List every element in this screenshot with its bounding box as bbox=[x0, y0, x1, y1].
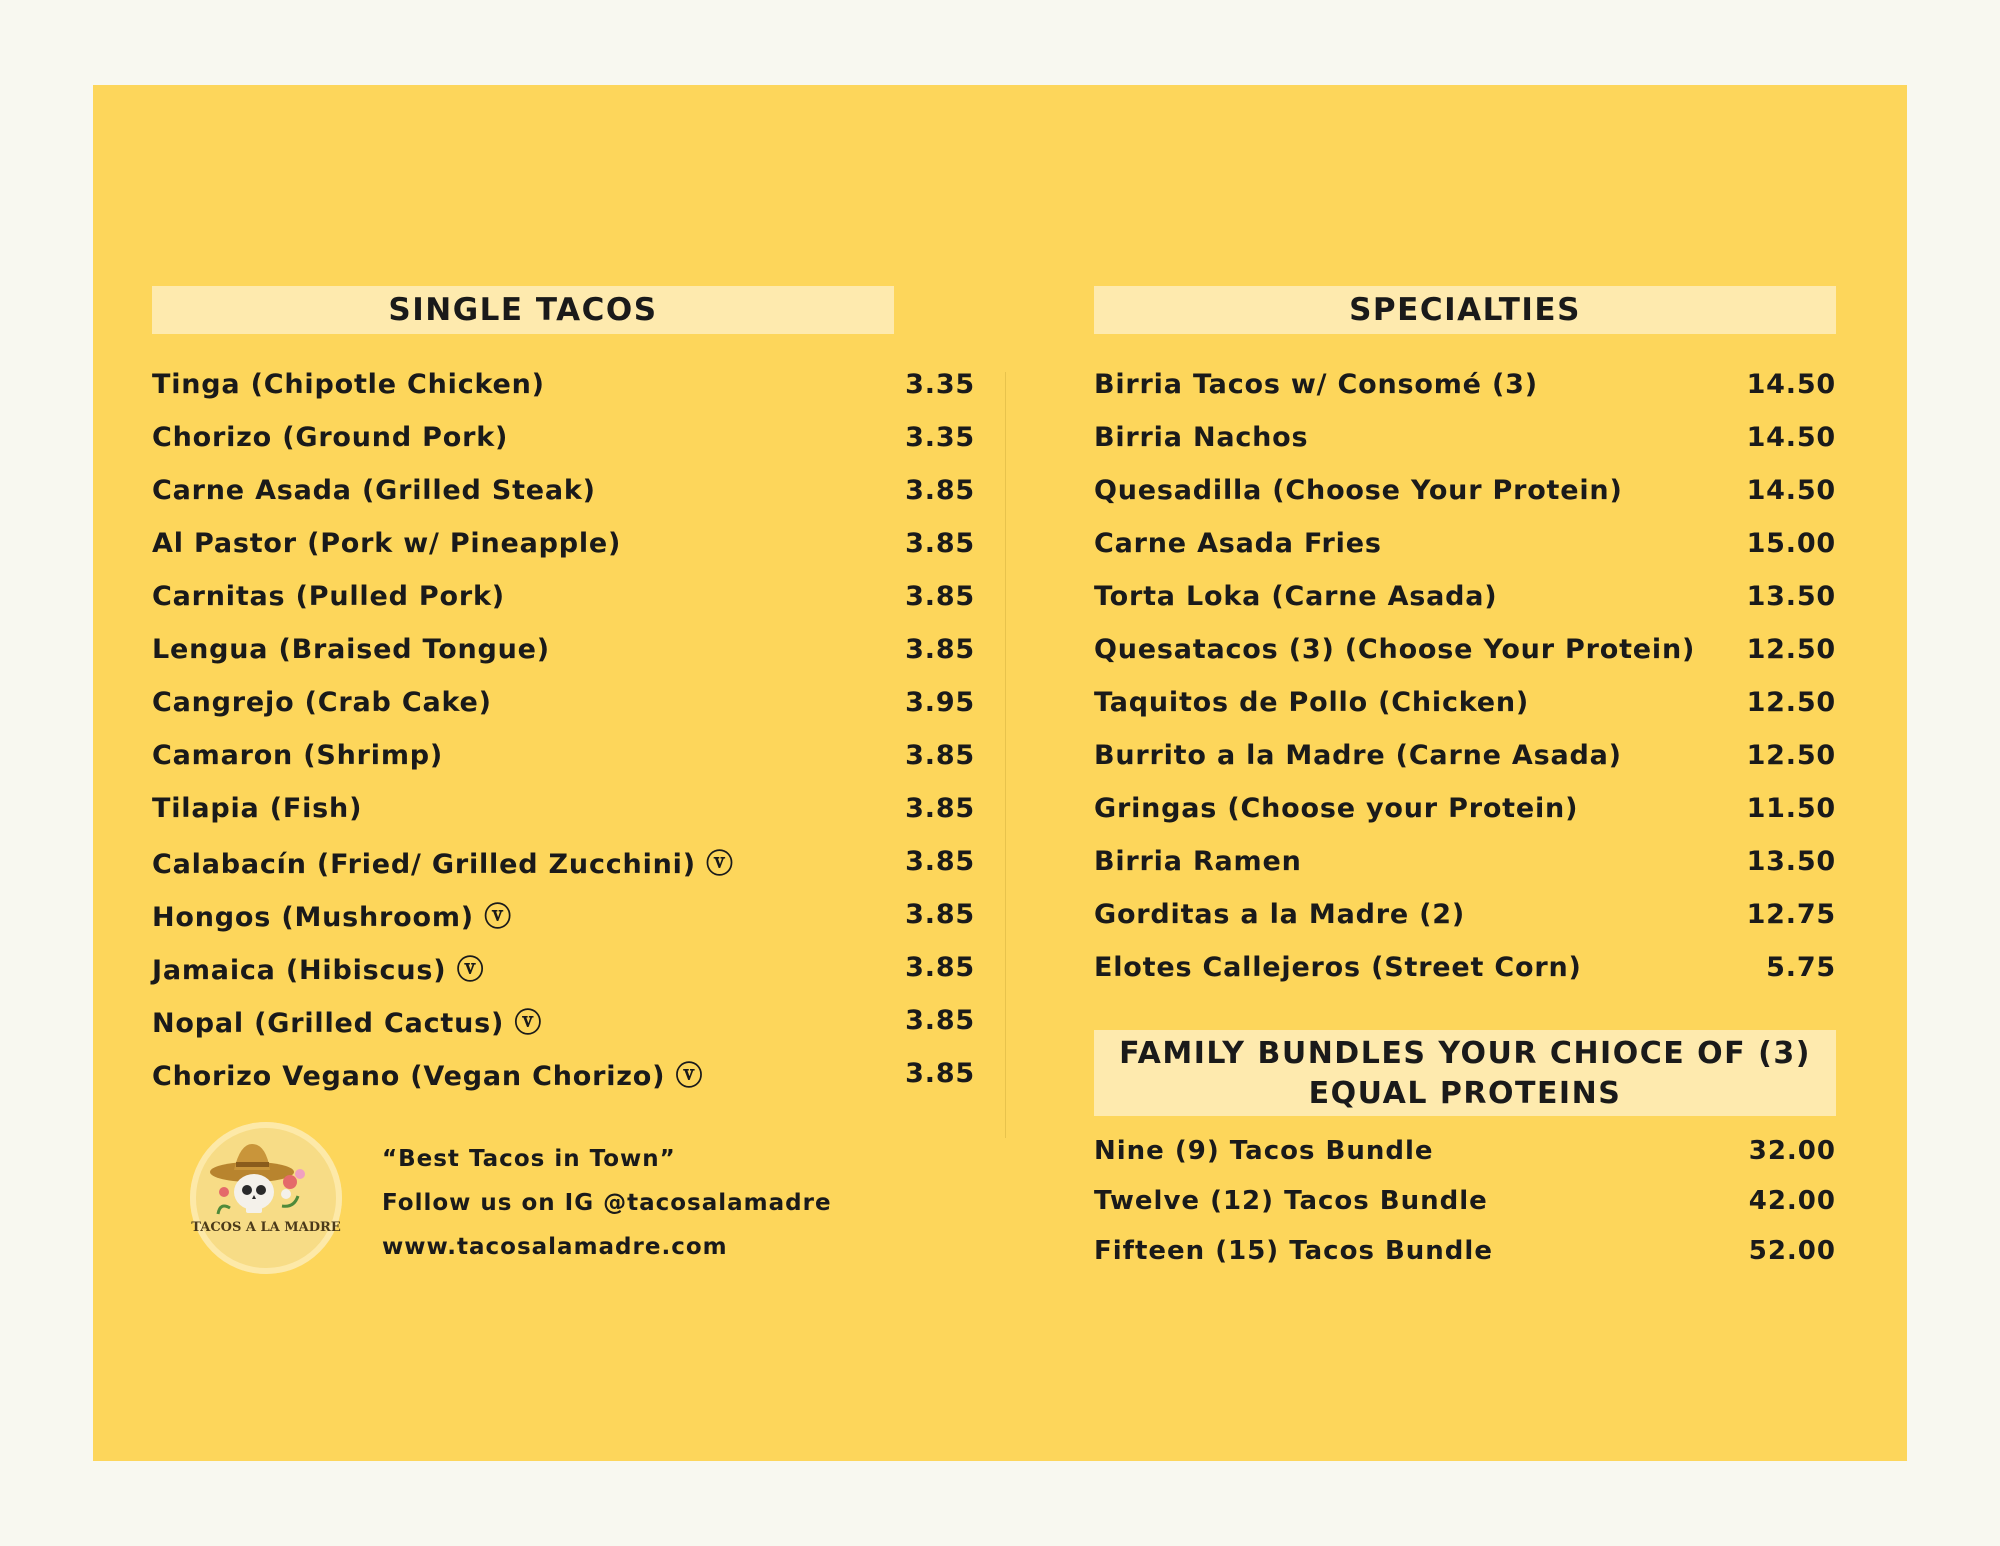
menu-item bbox=[152, 1047, 975, 1100]
item-price: 3.35 bbox=[905, 422, 975, 453]
item-price: 3.85 bbox=[905, 952, 975, 983]
item-name: Al Pastor (Pork w/ Pineapple) bbox=[152, 528, 622, 559]
item-price: 14.50 bbox=[1746, 369, 1836, 400]
item-name: Chorizo (Ground Pork) bbox=[152, 422, 509, 453]
item-price: 14.50 bbox=[1746, 475, 1836, 506]
item-price: 14.50 bbox=[1746, 422, 1836, 453]
bundle-price: 32.00 bbox=[1748, 1136, 1836, 1166]
item-price: 13.50 bbox=[1746, 846, 1836, 877]
item-name: Birria Tacos w/ Consomé (3) bbox=[1094, 369, 1538, 400]
item-price: 3.85 bbox=[905, 1058, 975, 1089]
menu-item bbox=[152, 570, 975, 623]
menu-item bbox=[1094, 835, 1836, 888]
item-price: 13.50 bbox=[1746, 581, 1836, 612]
item-name: Chorizo Vegano (Vegan Chorizo) ⓥ bbox=[152, 1061, 704, 1092]
item-price: 3.85 bbox=[905, 740, 975, 771]
menu-item bbox=[1094, 517, 1836, 570]
menu-item bbox=[152, 676, 975, 729]
item-name: Nopal (Grilled Cactus) ⓥ bbox=[152, 1008, 543, 1039]
item-price: 3.85 bbox=[905, 528, 975, 559]
item-name: Tinga (Chipotle Chicken) bbox=[152, 369, 545, 400]
item-price: 12.50 bbox=[1746, 687, 1836, 718]
family-bundles-heading bbox=[1094, 1030, 1836, 1116]
menu-item bbox=[152, 994, 975, 1047]
item-name: Birria Ramen bbox=[1094, 846, 1302, 877]
single-tacos-heading: SINGLE TACOS bbox=[152, 286, 894, 334]
item-name: Tilapia (Fish) bbox=[152, 793, 363, 824]
menu-item bbox=[152, 464, 975, 517]
menu-item bbox=[152, 623, 975, 676]
tagline: “Best Tacos in Town” bbox=[382, 1146, 676, 1172]
item-name: Quesatacos (3) (Choose Your Protein) bbox=[1094, 634, 1696, 665]
bundle-name: Twelve (12) Tacos Bundle bbox=[1094, 1186, 1488, 1216]
item-name: Taquitos de Pollo (Chicken) bbox=[1094, 687, 1530, 718]
menu-item bbox=[1094, 782, 1836, 835]
menu-item bbox=[1094, 941, 1836, 994]
menu-item bbox=[152, 411, 975, 464]
item-name: Torta Loka (Carne Asada) bbox=[1094, 581, 1498, 612]
menu-item bbox=[1094, 411, 1836, 464]
bundle-item bbox=[1094, 1226, 1836, 1276]
menu-item bbox=[152, 729, 975, 782]
family-bundles-list bbox=[1094, 1126, 1836, 1276]
item-price: 3.85 bbox=[905, 793, 975, 824]
bundle-item bbox=[1094, 1176, 1836, 1226]
item-name: Burrito a la Madre (Carne Asada) bbox=[1094, 740, 1622, 771]
item-price: 15.00 bbox=[1746, 528, 1836, 559]
item-name: Cangrejo (Crab Cake) bbox=[152, 687, 492, 718]
menu-item bbox=[152, 835, 975, 888]
bundle-item bbox=[1094, 1126, 1836, 1176]
bundle-name: Nine (9) Tacos Bundle bbox=[1094, 1136, 1434, 1166]
menu-item bbox=[152, 888, 975, 941]
bundle-name: Fifteen (15) Tacos Bundle bbox=[1094, 1236, 1493, 1266]
item-name: Elotes Callejeros (Street Corn) bbox=[1094, 952, 1582, 983]
single-tacos-section bbox=[152, 286, 975, 1100]
item-price: 12.50 bbox=[1746, 740, 1836, 771]
specialties-section bbox=[1094, 286, 1836, 1276]
item-name: Carnitas (Pulled Pork) bbox=[152, 581, 505, 612]
website-link[interactable]: www.tacosalamadre.com bbox=[382, 1234, 728, 1260]
menu-item bbox=[152, 782, 975, 835]
item-name: Carne Asada Fries bbox=[1094, 528, 1382, 559]
menu-item bbox=[1094, 464, 1836, 517]
item-price: 11.50 bbox=[1746, 793, 1836, 824]
bundle-price: 52.00 bbox=[1748, 1236, 1836, 1266]
item-price: 3.35 bbox=[905, 369, 975, 400]
item-name: Quesadilla (Choose Your Protein) bbox=[1094, 475, 1623, 506]
item-name: Birria Nachos bbox=[1094, 422, 1309, 453]
item-name: Gorditas a la Madre (2) bbox=[1094, 899, 1466, 930]
item-price: 12.50 bbox=[1746, 634, 1836, 665]
item-name: Camaron (Shrimp) bbox=[152, 740, 444, 771]
item-price: 3.85 bbox=[905, 475, 975, 506]
menu-item bbox=[152, 517, 975, 570]
restaurant-logo bbox=[190, 1122, 342, 1274]
column-divider bbox=[1005, 372, 1006, 1138]
menu-item bbox=[152, 358, 975, 411]
item-name: Gringas (Choose your Protein) bbox=[1094, 793, 1579, 824]
menu-item bbox=[152, 941, 975, 994]
bundle-price: 42.00 bbox=[1748, 1186, 1836, 1216]
logo-name: TACOS A LA MADRE bbox=[191, 1220, 341, 1235]
family-bundles-title-line2: EQUAL PROTEINS bbox=[1308, 1076, 1622, 1111]
item-price: 3.85 bbox=[905, 899, 975, 930]
item-name: Hongos (Mushroom) ⓥ bbox=[152, 902, 512, 933]
contact-info bbox=[382, 1140, 832, 1272]
item-name: Carne Asada (Grilled Steak) bbox=[152, 475, 596, 506]
sombrero-skull-icon bbox=[190, 1122, 342, 1274]
menu-item bbox=[1094, 623, 1836, 676]
specialties-heading: SPECIALTIES bbox=[1094, 286, 1836, 334]
family-bundles-title-line1: FAMILY BUNDLES YOUR CHIOCE OF (3) bbox=[1119, 1036, 1811, 1071]
menu-item bbox=[1094, 729, 1836, 782]
item-price: 3.95 bbox=[905, 687, 975, 718]
item-price: 3.85 bbox=[905, 1005, 975, 1036]
specialties-list bbox=[1094, 358, 1836, 994]
item-name: Jamaica (Hibiscus) ⓥ bbox=[152, 955, 485, 986]
menu-item bbox=[1094, 358, 1836, 411]
item-name: Calabacín (Fried/ Grilled Zucchini) ⓥ bbox=[152, 849, 734, 880]
item-price: 3.85 bbox=[905, 634, 975, 665]
single-tacos-list bbox=[152, 358, 975, 1100]
item-price: 3.85 bbox=[905, 846, 975, 877]
instagram-handle: Follow us on IG @tacosalamadre bbox=[382, 1190, 832, 1216]
item-price: 12.75 bbox=[1746, 899, 1836, 930]
menu-item bbox=[1094, 570, 1836, 623]
item-price: 5.75 bbox=[1766, 952, 1836, 983]
menu-item bbox=[1094, 888, 1836, 941]
item-name: Lengua (Braised Tongue) bbox=[152, 634, 550, 665]
menu-item bbox=[1094, 676, 1836, 729]
item-price: 3.85 bbox=[905, 581, 975, 612]
